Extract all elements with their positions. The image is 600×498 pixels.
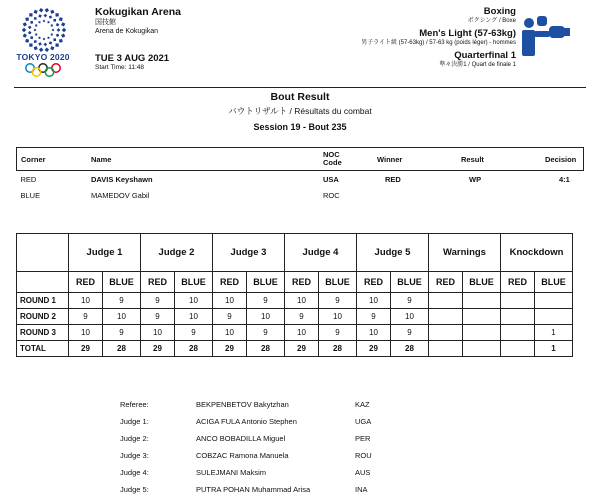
col-decision: Decision	[541, 148, 584, 171]
official-role: Judge 2:	[120, 434, 149, 443]
noc-cell: ROC	[323, 190, 340, 200]
score-cell: 10	[141, 325, 175, 341]
score-cell: 10	[391, 309, 429, 325]
score-cell	[429, 293, 463, 309]
score-cell: 29	[141, 341, 175, 357]
sub-red: RED	[285, 272, 319, 293]
emblem-dot	[49, 15, 52, 18]
score-cell: 9	[319, 293, 357, 309]
noc-cell: USA	[323, 174, 339, 184]
score-cell: 9	[391, 293, 429, 309]
official-role: Judge 3:	[120, 451, 149, 460]
official-role: Judge 4:	[120, 468, 149, 477]
score-cell: 10	[175, 309, 213, 325]
score-cell: 10	[213, 325, 247, 341]
sub-red: RED	[357, 272, 391, 293]
emblem-dot	[35, 24, 37, 26]
score-cell	[463, 293, 501, 309]
emblem-dot	[51, 24, 53, 26]
col-winner: Winner	[373, 148, 457, 171]
score-cell: 10	[175, 293, 213, 309]
score-cell: 9	[357, 309, 391, 325]
score-cell: 10	[319, 309, 357, 325]
score-cell: 9	[103, 325, 141, 341]
emblem-dot	[28, 26, 32, 30]
score-cell: 9	[247, 293, 285, 309]
emblem-dot	[56, 23, 59, 26]
page-title-alt: バウトリザルト / Résultats du combat	[228, 106, 372, 116]
emblem-dot	[22, 28, 27, 33]
score-cell: 29	[69, 341, 103, 357]
score-cell	[535, 309, 573, 325]
official-row	[120, 464, 395, 481]
round-label: TOTAL	[17, 341, 69, 357]
official-role: Judge 1:	[120, 417, 149, 426]
sub-red: RED	[69, 272, 103, 293]
sub-red: RED	[501, 272, 535, 293]
official-noc: UGA	[355, 417, 372, 426]
sub-blue: BLUE	[535, 272, 573, 293]
sub-blue: BLUE	[391, 272, 429, 293]
official-name: ANCO BOBADILLA Miguel	[196, 434, 286, 443]
score-cell: 10	[69, 293, 103, 309]
score-cell	[429, 325, 463, 341]
score-cell: 9	[319, 325, 357, 341]
tokyo-2020-emblem-icon	[14, 6, 74, 54]
emblem-dot	[34, 17, 37, 20]
weight-class-alt: 男子ライト級 (57-63kg) / 57-63 kg (poids léger) - hommes	[361, 40, 516, 46]
emblem-dot	[45, 8, 49, 12]
official-name: BEKPENBETOV Bakytzhan	[196, 400, 289, 409]
emblem-dot	[57, 28, 61, 32]
athlete-name: MAMEDOV Gabil	[91, 190, 150, 200]
emblem-dot	[34, 29, 37, 32]
emblem-dot	[30, 36, 33, 39]
score-cell: 28	[247, 341, 285, 357]
official-row	[120, 430, 395, 447]
official-name: ACIGA FULA Antonio Stephen	[196, 417, 297, 426]
emblem-dot	[35, 33, 37, 35]
score-cell: 9	[285, 309, 319, 325]
emblem-dot	[34, 10, 38, 14]
score-cell: 9	[141, 293, 175, 309]
officials-table	[120, 396, 395, 498]
score-cell	[501, 325, 535, 341]
score-cell: 10	[285, 325, 319, 341]
sport-name: Boxing	[483, 6, 516, 17]
group-judge-3: Judge 3	[213, 234, 285, 272]
score-cell: 10	[69, 325, 103, 341]
score-cell	[501, 309, 535, 325]
result-cell	[457, 187, 541, 203]
official-role: Judge 5:	[120, 485, 149, 494]
emblem-dot	[39, 8, 43, 12]
venue-name-fr: Arena de Kokugikan	[95, 28, 159, 35]
score-cell: 9	[391, 325, 429, 341]
score-cell	[429, 309, 463, 325]
emblem-dot	[55, 13, 58, 16]
winner-cell: RED	[385, 174, 401, 184]
phase-name-alt: 準々決勝1 / Quart de finale 1	[439, 62, 516, 68]
sport-name-alt: ボクシング / Boxe	[467, 18, 516, 24]
col-corner: Corner	[17, 148, 88, 171]
group-judge-5: Judge 5	[357, 234, 429, 272]
official-noc: PER	[355, 434, 371, 443]
round-label: ROUND 2	[17, 309, 69, 325]
group-knockdown: Knockdown	[501, 234, 573, 272]
score-row	[17, 325, 573, 341]
session-label: Session 19 - Bout 235	[253, 122, 347, 132]
score-cell: 28	[391, 341, 429, 357]
corner-table-header	[17, 148, 584, 171]
emblem-dot	[30, 21, 33, 24]
event-date: TUE 3 AUG 2021	[95, 53, 170, 64]
official-name: SULEJMANI Maksim	[196, 468, 267, 477]
emblem-dot	[38, 14, 42, 18]
games-label: TOKYO 2020	[16, 52, 70, 62]
emblem-dot	[43, 20, 46, 23]
official-noc: INA	[355, 485, 368, 494]
table-row	[17, 187, 584, 203]
emblem-dot	[59, 17, 63, 21]
date-block	[95, 53, 169, 72]
official-row	[120, 481, 395, 498]
olympic-rings-icon	[24, 63, 62, 77]
score-cell: 28	[319, 341, 357, 357]
emblem-dot	[44, 43, 48, 47]
emblem-dot	[38, 42, 42, 46]
score-cell: 9	[213, 309, 247, 325]
col-name: Name	[87, 148, 319, 171]
athlete-name: DAVIS Keyshawn	[91, 174, 153, 184]
group-judge-1: Judge 1	[69, 234, 141, 272]
official-noc: AUS	[355, 468, 371, 477]
emblem-dot	[23, 22, 27, 26]
emblem-dot	[61, 33, 65, 37]
score-cell: 9	[69, 309, 103, 325]
emblem-dot	[25, 17, 29, 21]
sub-blue: BLUE	[175, 272, 213, 293]
emblem-dot	[50, 46, 54, 50]
score-cell: 10	[357, 325, 391, 341]
score-cell: 10	[213, 293, 247, 309]
score-cell: 28	[103, 341, 141, 357]
sub-red: RED	[213, 272, 247, 293]
emblem-dot	[34, 46, 38, 50]
score-row	[17, 341, 573, 357]
score-cell	[535, 293, 573, 309]
emblem-dot	[50, 10, 54, 14]
emblem-dot	[59, 39, 63, 43]
score-cell: 10	[103, 309, 141, 325]
emblem-dot	[25, 39, 29, 43]
emblem-dot	[34, 40, 37, 43]
score-corner-cell	[17, 234, 69, 272]
winner-cell	[373, 187, 457, 203]
sub-blue: BLUE	[103, 272, 141, 293]
emblem-dot	[38, 21, 40, 23]
sub-red: RED	[141, 272, 175, 293]
score-cell	[463, 341, 501, 357]
boxing-pictogram-icon	[519, 16, 577, 58]
venue-name: Kokugikan Arena	[95, 6, 181, 18]
score-row	[17, 293, 573, 309]
header-divider	[14, 87, 586, 88]
score-cell	[463, 309, 501, 325]
score-group-header	[17, 234, 573, 272]
score-cell	[501, 293, 535, 309]
emblem-dot	[47, 37, 49, 39]
score-row	[17, 309, 573, 325]
emblem-dot	[44, 14, 48, 18]
group-warnings: Warnings	[429, 234, 501, 272]
official-row	[120, 413, 395, 430]
score-cell: 9	[175, 325, 213, 341]
score-cell: 9	[103, 293, 141, 309]
score-cell: 29	[285, 341, 319, 357]
decision-cell	[541, 187, 584, 203]
score-cell: 10	[247, 309, 285, 325]
event-block	[361, 6, 516, 69]
sub-blue: BLUE	[463, 272, 501, 293]
score-cell	[429, 341, 463, 357]
emblem-dot	[29, 13, 32, 16]
score-cell: 10	[285, 293, 319, 309]
emblem-dot	[56, 34, 59, 37]
table-row	[17, 171, 584, 188]
emblem-dot	[53, 19, 56, 22]
score-cell	[463, 325, 501, 341]
score-cell: 28	[175, 341, 213, 357]
sub-red: RED	[429, 272, 463, 293]
venue-name-jp: 国技館	[95, 19, 116, 26]
emblem-dot	[61, 22, 65, 26]
round-label: ROUND 3	[17, 325, 69, 341]
start-time: Start Time: 11:48	[95, 64, 145, 71]
score-subheader	[17, 272, 573, 293]
official-noc: ROU	[355, 451, 372, 460]
decision-cell: 4:1	[559, 174, 570, 184]
sub-blue: BLUE	[247, 272, 285, 293]
emblem-dot	[29, 43, 32, 46]
official-row	[120, 396, 395, 413]
col-noc: NOC Code	[319, 148, 373, 171]
corner-table	[16, 147, 584, 203]
emblem-dot	[55, 43, 58, 46]
corner-cell: BLUE	[20, 190, 41, 200]
emblem-dot	[52, 29, 55, 32]
official-name: PUTRA POHAN Muhammad Arisa	[196, 485, 311, 494]
venue-block	[95, 6, 181, 36]
official-role: Referee:	[120, 400, 149, 409]
round-label: ROUND 1	[17, 293, 69, 309]
score-blank-cell	[17, 272, 69, 293]
official-row	[120, 447, 395, 464]
group-judge-2: Judge 2	[141, 234, 213, 272]
score-cell: 29	[357, 341, 391, 357]
group-judge-4: Judge 4	[285, 234, 357, 272]
score-cell	[501, 341, 535, 357]
score-cell: 9	[247, 325, 285, 341]
score-table	[16, 233, 573, 357]
emblem-dot	[43, 38, 46, 41]
score-cell: 29	[213, 341, 247, 357]
emblem-dot	[23, 33, 27, 37]
score-cell: 1	[535, 341, 573, 357]
sub-blue: BLUE	[319, 272, 357, 293]
score-cell: 1	[535, 325, 573, 341]
emblem-dot	[49, 41, 52, 44]
score-cell: 9	[141, 309, 175, 325]
score-cell: 10	[357, 293, 391, 309]
official-noc: KAZ	[355, 400, 370, 409]
page-title: Bout Result	[270, 91, 330, 103]
emblem-dot	[38, 37, 40, 39]
col-result: Result	[457, 148, 541, 171]
emblem-dot	[47, 21, 49, 23]
weight-class: Men's Light (57-63kg)	[419, 28, 516, 39]
phase-name: Quarterfinal 1	[454, 50, 516, 61]
corner-cell: RED	[20, 174, 37, 184]
official-name: COBZAC Ramona Manuela	[196, 451, 289, 460]
emblem-dot	[53, 38, 56, 41]
result-cell: WP	[469, 174, 482, 184]
emblem-dot	[28, 31, 32, 35]
emblem-dot	[62, 28, 67, 33]
emblem-dot	[51, 33, 53, 35]
